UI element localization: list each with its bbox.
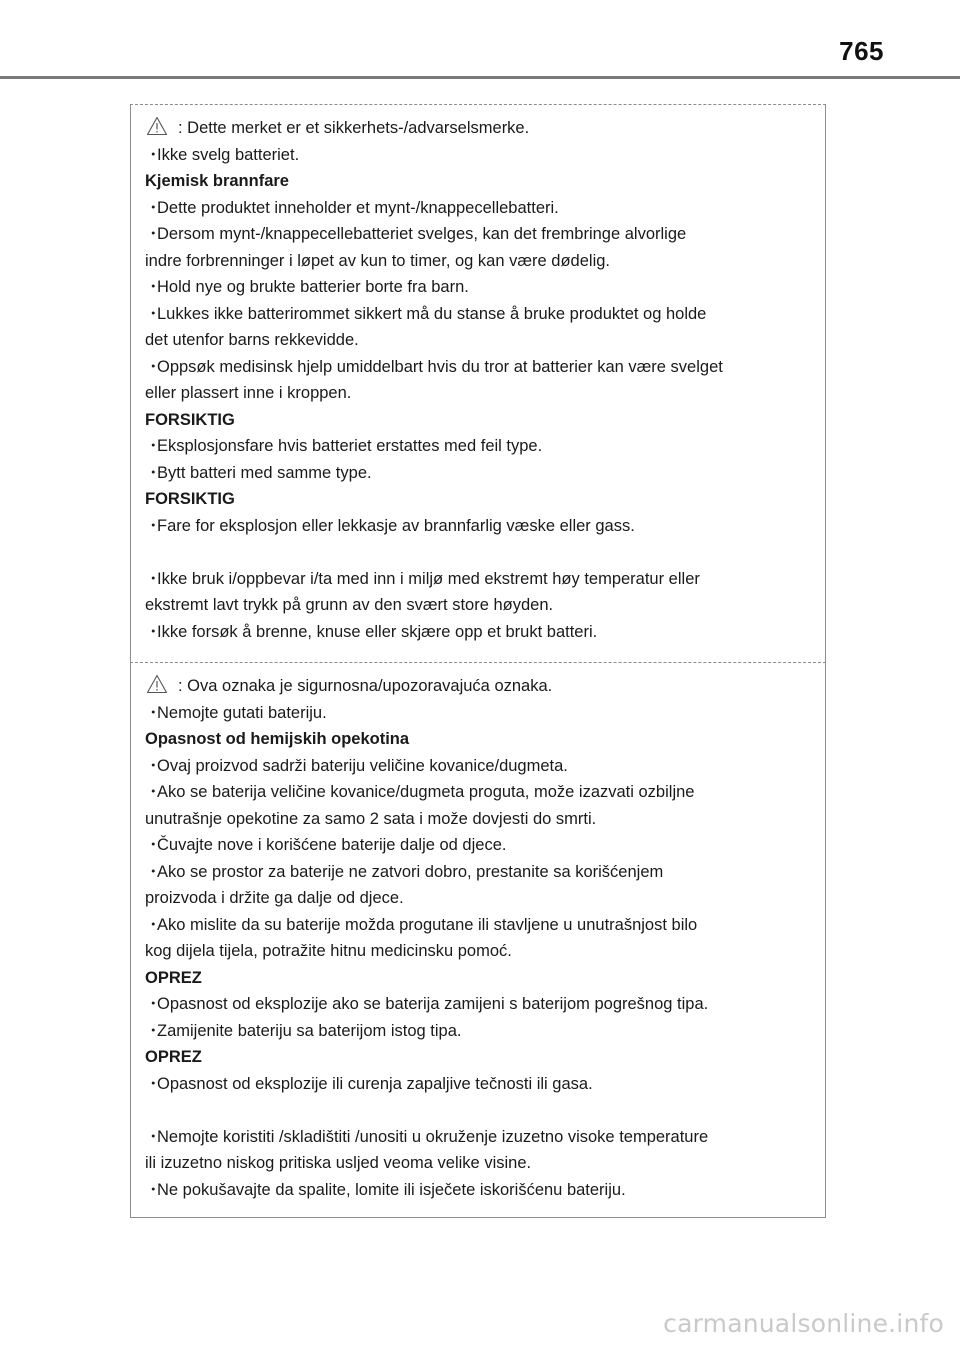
- section-heading: Opasnost od hemijskih opekotina: [145, 730, 410, 748]
- bullet-text: Oppsøk medisinsk hjelp umiddelbart hvis du tror at batterier kan være svelget: [157, 357, 723, 376]
- bullet-item: [145, 1071, 815, 1098]
- bullet-text: Fare for eksplosjon eller lekkasje av brannfarlig væske eller gass.: [157, 516, 635, 535]
- bullet-glyph: ・: [145, 995, 162, 1013]
- blank-line: [145, 539, 815, 566]
- bullet-glyph: ・: [145, 783, 162, 801]
- bullet-item: [145, 1018, 815, 1045]
- bullet-glyph: ・: [145, 145, 162, 164]
- bullet-item: [145, 195, 815, 222]
- bullet-glyph: ・: [145, 198, 162, 217]
- bullet-glyph: ・: [145, 1180, 162, 1199]
- bullet-text: Ikke svelg batteriet.: [157, 145, 300, 164]
- warning-box-norwegian-lines: [145, 115, 815, 645]
- bullet-text: Čuvajte nove i korišćene baterije dalje od djece.: [157, 836, 507, 854]
- bullet-text: Ikke forsøk å brenne, knuse eller skjære opp et brukt batteri.: [157, 622, 598, 641]
- warning-triangle-icon: [146, 116, 168, 136]
- section-heading: Kjemisk brannfare: [145, 172, 289, 190]
- bullet-glyph: ・: [145, 278, 162, 296]
- continuation-line: proizvoda i držite ga dalje od djece.: [145, 889, 404, 907]
- bullet-glyph: ・: [145, 915, 162, 934]
- bullet-item: [145, 221, 815, 248]
- warning-label: : Dette merket er et sikkerhets-/advarselsmerke.: [178, 119, 530, 137]
- bullet-glyph: ・: [145, 622, 162, 641]
- warning-triangle-icon: [146, 674, 168, 694]
- bullet-item: [145, 566, 815, 593]
- warning-label-line: [145, 673, 815, 700]
- bullet-item: [145, 859, 815, 886]
- bullet-text: Opasnost od eksplozije ili curenja zapaljive tečnosti ili gasa.: [157, 1074, 593, 1093]
- continuation-line: indre forbrenninger i løpet av kun to timer, og kan være dødelig.: [145, 251, 610, 270]
- warning-label: : Ova oznaka je sigurnosna/upozoravajuća oznaka.: [178, 677, 553, 695]
- bullet-item: [145, 142, 815, 169]
- warning-box-bosnian: [130, 662, 826, 1218]
- continuation-line: eller plassert inne i kroppen.: [145, 384, 352, 402]
- bullet-item: [145, 753, 815, 780]
- bullet-item: [145, 779, 815, 806]
- bullet-item: [145, 619, 815, 646]
- bullet-glyph: ・: [145, 225, 162, 243]
- bullet-glyph: ・: [145, 463, 162, 482]
- bullet-text: Ako se baterija veličine kovanice/dugmeta proguta, može izazvati ozbiljne: [157, 783, 695, 801]
- section-heading: FORSIKTIG: [145, 410, 235, 429]
- header-rule: [0, 76, 960, 79]
- continuation-line: ekstremt lavt trykk på grunn av den svært store høyden.: [145, 596, 554, 614]
- bullet-text: Hold nye og brukte batterier borte fra barn.: [157, 278, 469, 296]
- page-number: 765: [839, 36, 884, 66]
- warning-box-norwegian: [130, 104, 826, 662]
- warning-label-line: [145, 115, 815, 142]
- bullet-text: Ako se prostor za baterije ne zatvori dobro, prestanite sa korišćenjem: [157, 862, 664, 881]
- bullet-glyph: ・: [145, 516, 162, 535]
- section-heading: OPREZ: [145, 1048, 202, 1066]
- continuation-line: kog dijela tijela, potražite hitnu medicinsku pomoć.: [145, 942, 512, 960]
- bullet-text: Ako mislite da su baterije možda progutane ili stavljene u unutrašnjost bilo: [157, 915, 698, 934]
- bullet-glyph: ・: [145, 756, 162, 775]
- continuation-line: ili izuzetno niskog pritiska usljed veoma velike visine.: [145, 1154, 532, 1172]
- bullet-text: Dette produktet inneholder et mynt-/knappecellebatteri.: [157, 198, 559, 217]
- bullet-item: [145, 832, 815, 859]
- blank-line: [145, 1097, 815, 1124]
- bullet-item: [145, 354, 815, 381]
- bullet-text: Opasnost od eksplozije ako se baterija zamijeni s baterijom pogrešnog tipa.: [157, 995, 709, 1013]
- bullet-text: Lukkes ikke batterirommet sikkert må du stanse å bruke produktet og holde: [157, 304, 707, 323]
- section-heading: FORSIKTIG: [145, 490, 235, 508]
- bullet-text: Nemojte gutati bateriju.: [157, 703, 327, 722]
- bullet-glyph: ・: [145, 862, 162, 881]
- continuation-line: unutrašnje opekotine za samo 2 sata i može dovjesti do smrti.: [145, 809, 597, 828]
- watermark: carmanualsonline.info: [663, 1309, 944, 1338]
- bullet-text: Zamijenite bateriju sa baterijom istog tipa.: [157, 1021, 462, 1040]
- bullet-text: Ovaj proizvod sadrži bateriju veličine kovanice/dugmeta.: [157, 756, 568, 775]
- bullet-glyph: ・: [145, 1127, 162, 1146]
- section-heading: OPREZ: [145, 968, 202, 987]
- bullet-text: Eksplosjonsfare hvis batteriet erstattes med feil type.: [157, 437, 543, 455]
- bullet-glyph: ・: [145, 703, 162, 722]
- bullet-glyph: ・: [145, 357, 162, 376]
- bullet-glyph: ・: [145, 437, 162, 455]
- bullet-glyph: ・: [145, 1021, 162, 1040]
- bullet-item: [145, 513, 815, 540]
- bullet-text: Ne pokušavajte da spalite, lomite ili isječete iskorišćenu bateriju.: [157, 1180, 626, 1199]
- bullet-glyph: ・: [145, 569, 162, 588]
- bullet-item: [145, 301, 815, 328]
- bullet-text: Bytt batteri med samme type.: [157, 463, 372, 482]
- bullet-text: Ikke bruk i/oppbevar i/ta med inn i miljø med ekstremt høy temperatur eller: [157, 569, 700, 588]
- warning-box-bosnian-lines: [145, 673, 815, 1203]
- continuation-line: det utenfor barns rekkevidde.: [145, 331, 359, 349]
- bullet-item: [145, 991, 815, 1018]
- bullet-glyph: ・: [145, 1074, 162, 1093]
- bullet-text: Nemojte koristiti /skladištiti /unositi u okruženje izuzetno visoke temperature: [157, 1127, 709, 1146]
- bullet-item: [145, 1124, 815, 1151]
- bullet-glyph: ・: [145, 304, 162, 323]
- bullet-item: [145, 274, 815, 301]
- bullet-item: [145, 912, 815, 939]
- bullet-glyph: ・: [145, 836, 162, 854]
- bullet-text: Dersom mynt-/knappecellebatteriet svelges, kan det frembringe alvorlige: [157, 225, 687, 243]
- bullet-item: [145, 700, 815, 727]
- bullet-item: [145, 460, 815, 487]
- bullet-item: [145, 1177, 815, 1204]
- bullet-item: [145, 433, 815, 460]
